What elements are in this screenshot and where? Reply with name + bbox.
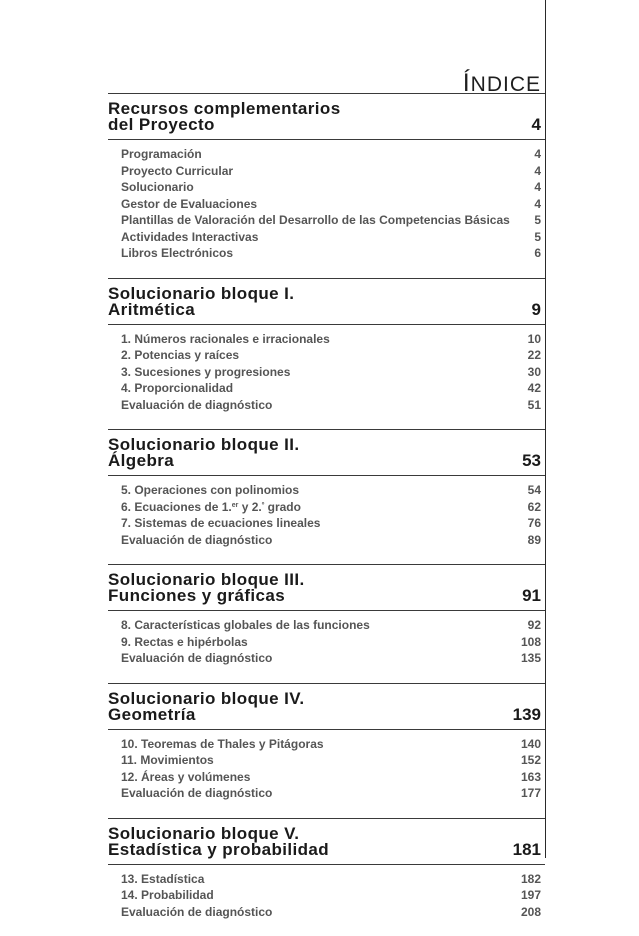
entry-page-number: 4 (534, 196, 541, 211)
entry-page-number: 197 (520, 888, 541, 902)
section-heading[interactable] (108, 437, 545, 469)
entry-label: Gestor de Evaluaciones (121, 196, 258, 211)
entry-label: Solucionario (121, 180, 194, 194)
entry-page-number: 108 (520, 634, 541, 649)
section-title (108, 101, 541, 133)
toc-section (108, 93, 545, 262)
section-title (108, 283, 541, 319)
toc-entry[interactable] (121, 499, 541, 516)
entry-list (108, 736, 545, 802)
toc-entry[interactable] (121, 380, 541, 397)
toc-entry[interactable] (121, 196, 541, 213)
toc-section (108, 278, 545, 414)
section-page-number: 139 (512, 704, 541, 724)
section-divider (108, 864, 545, 865)
entry-page-number: 208 (520, 904, 541, 919)
entry-page-number: 4 (534, 163, 541, 178)
toc-entry[interactable] (121, 650, 541, 667)
entry-page-number: 51 (527, 397, 541, 412)
entry-label: 10. Teoremas de Thales y Pitágoras (121, 736, 324, 751)
section-title-line1: Solucionario bloque V. (108, 823, 300, 843)
section-title-line1: Solucionario bloque I. (108, 283, 295, 303)
entry-page-number: 76 (527, 516, 541, 530)
toc-entry[interactable] (121, 887, 541, 904)
section-divider (108, 610, 545, 611)
entry-page-number: 5 (534, 213, 541, 227)
section-divider (108, 139, 545, 140)
section-title (108, 823, 541, 859)
section-title-line1: Recursos complementarios (108, 99, 341, 118)
toc-entry[interactable] (121, 532, 541, 549)
toc-entry[interactable] (121, 634, 541, 651)
table-of-contents (108, 93, 545, 936)
entry-page-number: 177 (520, 786, 541, 800)
section-page-number: 181 (512, 839, 541, 859)
section-divider (108, 729, 545, 730)
entry-label: Evaluación de diagnóstico (121, 904, 273, 919)
toc-entry[interactable] (121, 904, 541, 921)
entry-label: Evaluación de diagnóstico (121, 532, 273, 547)
entry-label: Evaluación de diagnóstico (121, 651, 273, 665)
entry-list (108, 871, 545, 921)
toc-section (108, 429, 545, 548)
ordinal-marker: er (231, 501, 239, 509)
entry-label: 7. Sistemas de ecuaciones lineales (121, 516, 321, 530)
entry-page-number: 89 (527, 532, 541, 547)
toc-entry[interactable] (121, 785, 541, 802)
section-title (108, 688, 541, 724)
section-title-line2: Estadística y probabilidad (108, 839, 330, 859)
section-title-line2: Álgebra (108, 451, 175, 470)
entry-page-number: 42 (527, 381, 541, 395)
entry-label: Proyecto Curricular (121, 163, 234, 178)
entry-label: 13. Estadística (121, 871, 205, 886)
section-page-number: 91 (522, 586, 541, 605)
entry-label: 9. Rectas e hipérbolas (121, 634, 248, 649)
toc-entry[interactable] (121, 212, 541, 229)
section-title (108, 437, 541, 469)
section-title-line1: Solucionario bloque II. (108, 435, 300, 454)
entry-page-number: 4 (534, 147, 541, 161)
entry-page-number: 4 (534, 180, 541, 194)
toc-section (108, 818, 545, 921)
entry-page-number: 6 (534, 246, 541, 260)
entry-page-number: 62 (527, 499, 541, 514)
section-title-line2: Aritmética (108, 299, 196, 319)
entry-label: Plantillas de Valoración del Desarrollo de las Competencias Básicas (121, 213, 510, 227)
entry-page-number: 54 (527, 483, 541, 497)
entry-label: 11. Movimientos (121, 753, 214, 767)
ordinal-marker: º (261, 501, 265, 509)
section-title-line1: Solucionario bloque III. (108, 570, 305, 589)
toc-entry[interactable] (121, 871, 541, 888)
entry-page-number: 163 (520, 769, 541, 784)
entry-page-number: 30 (527, 364, 541, 379)
toc-entry[interactable] (121, 736, 541, 753)
entry-label: Programación (121, 147, 202, 161)
page-edge-rule (545, 0, 546, 858)
entry-label: Evaluación de diagnóstico (121, 397, 273, 412)
section-title (108, 572, 541, 604)
entry-label: Libros Electrónicos (121, 246, 234, 260)
page-title-rest: NDICE (470, 73, 541, 97)
entry-label: Actividades Interactivas (121, 229, 259, 244)
section-page-number: 53 (522, 451, 541, 470)
toc-entry[interactable] (121, 229, 541, 246)
entry-list (108, 331, 545, 414)
entry-page-number: 135 (520, 651, 541, 665)
entry-page-number: 92 (527, 618, 541, 632)
entry-label: 4. Proporcionalidad (121, 381, 234, 395)
section-title-line2: del Proyecto (108, 115, 215, 134)
section-title-line2: Funciones y gráficas (108, 586, 286, 605)
toc-entry[interactable] (121, 364, 541, 381)
toc-entry[interactable] (121, 397, 541, 414)
page-title-initial: Í (462, 69, 471, 98)
toc-entry[interactable] (121, 515, 541, 532)
entry-page-number: 182 (520, 871, 541, 886)
toc-entry[interactable] (121, 163, 541, 180)
entry-list (108, 482, 545, 548)
toc-entry[interactable] (121, 331, 541, 348)
section-heading[interactable] (108, 283, 545, 319)
entry-list (108, 617, 545, 667)
toc-entry[interactable] (121, 245, 541, 262)
entry-page-number: 5 (534, 229, 541, 244)
entry-label: 14. Probabilidad (121, 888, 214, 902)
section-page-number: 9 (531, 299, 541, 319)
entry-label: 12. Áreas y volúmenes (121, 769, 251, 784)
entry-page-number: 152 (520, 753, 541, 767)
section-title-line2: Geometría (108, 704, 196, 724)
section-heading[interactable] (108, 688, 545, 724)
entry-label: 8. Características globales de las funciones (121, 618, 370, 632)
toc-section (108, 564, 545, 667)
entry-label: Evaluación de diagnóstico (121, 786, 273, 800)
section-heading[interactable] (108, 823, 545, 859)
entry-label: 5. Operaciones con polinomios (121, 483, 300, 497)
entry-page-number: 10 (527, 331, 541, 346)
section-heading[interactable] (108, 572, 545, 604)
entry-label: 2. Potencias y raíces (121, 348, 240, 362)
toc-entry[interactable] (121, 752, 541, 769)
toc-entry[interactable] (121, 347, 541, 364)
section-heading[interactable] (108, 101, 545, 133)
toc-entry[interactable] (121, 769, 541, 786)
toc-entry[interactable] (121, 146, 541, 163)
entry-label: 1. Números racionales e irracionales (121, 331, 330, 346)
toc-entry[interactable] (121, 617, 541, 634)
toc-entry[interactable] (121, 482, 541, 499)
entry-label: 6. Ecuaciones de 1.$^{er}$ y 2.$^º$ grado (121, 499, 301, 514)
section-page-number: 4 (531, 115, 541, 134)
entry-list (108, 146, 545, 262)
entry-label: 3. Sucesiones y progresiones (121, 364, 291, 379)
entry-page-number: 22 (527, 348, 541, 362)
entry-page-number: 140 (520, 736, 541, 751)
toc-entry[interactable] (121, 179, 541, 196)
section-divider (108, 324, 545, 325)
toc-section (108, 683, 545, 802)
section-divider (108, 475, 545, 476)
section-title-line1: Solucionario bloque IV. (108, 688, 305, 708)
